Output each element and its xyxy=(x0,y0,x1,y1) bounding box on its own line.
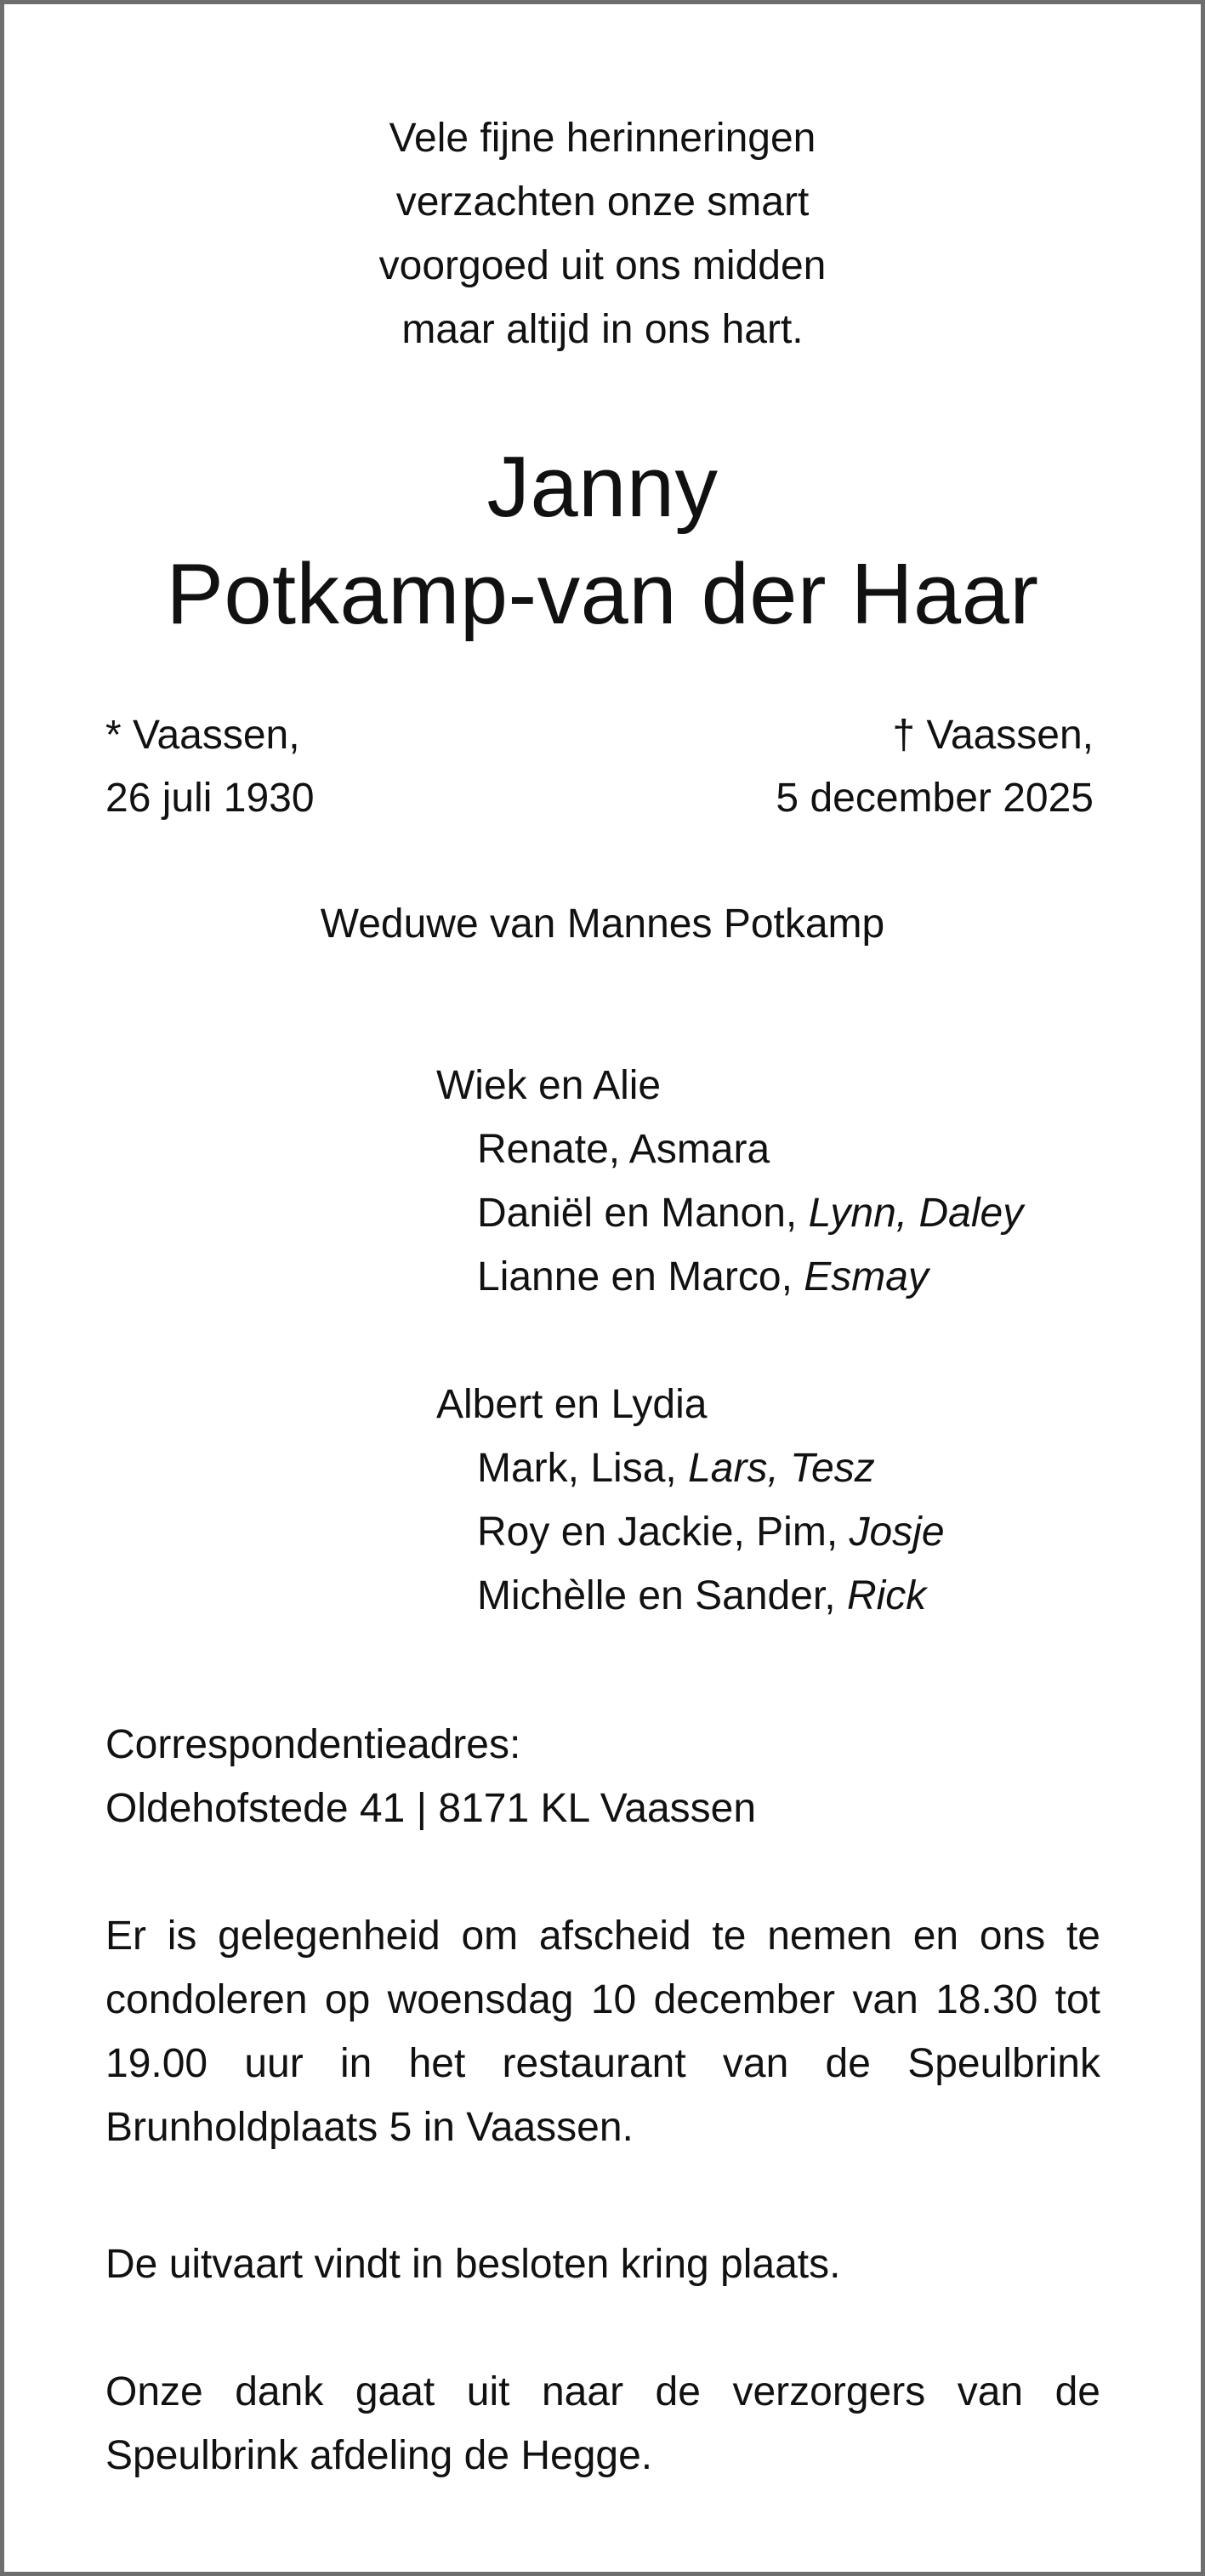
family-group xyxy=(436,1054,1023,1309)
family-child xyxy=(436,1564,945,1628)
child-names: Renate, Asmara xyxy=(477,1127,770,1172)
grandchildren-names: Lars, Tesz xyxy=(688,1446,875,1491)
poem-line: Vele fijne herinneringen xyxy=(389,116,816,161)
grandchildren-names: Lynn, Daley xyxy=(808,1191,1024,1236)
birth-info xyxy=(105,704,315,830)
grandchildren-names: Josje xyxy=(849,1510,945,1555)
grandchildren-names: Rick xyxy=(846,1573,927,1618)
widow-line: Weduwe van Mannes Potkamp xyxy=(320,901,885,947)
poem-line: voorgoed uit ons midden xyxy=(378,243,827,288)
poem xyxy=(4,106,1201,361)
child-names: Lianne en Marco, xyxy=(477,1254,804,1299)
death-info xyxy=(776,704,1094,830)
thanks-paragraph: Onze dank gaat uit naar de verzorgers van de Speulbrink afdeling de Hegge. xyxy=(105,2369,1100,2478)
child-names: Mark, Lisa, xyxy=(477,1446,689,1491)
birth-date: 26 juli 1930 xyxy=(105,776,315,821)
correspondence-label: Correspondentieadres: xyxy=(105,1722,521,1767)
family-child xyxy=(436,1245,1023,1309)
family-child xyxy=(436,1181,1023,1245)
child-names: Michèlle en Sander, xyxy=(477,1573,847,1618)
poem-line: verzachten onze smart xyxy=(395,179,810,225)
family-group xyxy=(436,1373,945,1628)
correspondence-address xyxy=(105,1713,1100,1840)
deceased-last-name: Potkamp-van der Haar xyxy=(166,547,1039,642)
deceased-first-name: Janny xyxy=(486,440,719,535)
poem-line: maar altijd in ons hart. xyxy=(401,307,804,352)
child-names: Daniël en Manon, xyxy=(477,1191,809,1236)
grandchildren-names: Esmay xyxy=(804,1254,929,1299)
deceased-name xyxy=(4,434,1201,648)
family-parents: Wiek en Alie xyxy=(436,1063,662,1108)
correspondence-address-line: Oldehofstede 41 | 8171 KL Vaassen xyxy=(105,1786,757,1831)
birth-place: * Vaassen, xyxy=(105,713,300,758)
family-parents: Albert en Lydia xyxy=(436,1382,708,1427)
family-child xyxy=(436,1117,1023,1181)
condolence-paragraph: Er is gelegenheid om afscheid te nemen en ons te condoleren op woensdag 10 december van 18.30 tot 19.00 uur in het restaurant van de Speulbrink Brunholdplaats 5 in Vaassen. xyxy=(105,1914,1100,2150)
death-date: 5 december 2025 xyxy=(776,776,1094,821)
death-place: † Vaassen, xyxy=(892,713,1094,758)
funeral-paragraph: De uitvaart vindt in besloten kring plaats. xyxy=(105,2242,841,2287)
family-child xyxy=(436,1500,945,1564)
child-names: Roy en Jackie, Pim, xyxy=(477,1510,850,1555)
family-child xyxy=(436,1436,945,1500)
